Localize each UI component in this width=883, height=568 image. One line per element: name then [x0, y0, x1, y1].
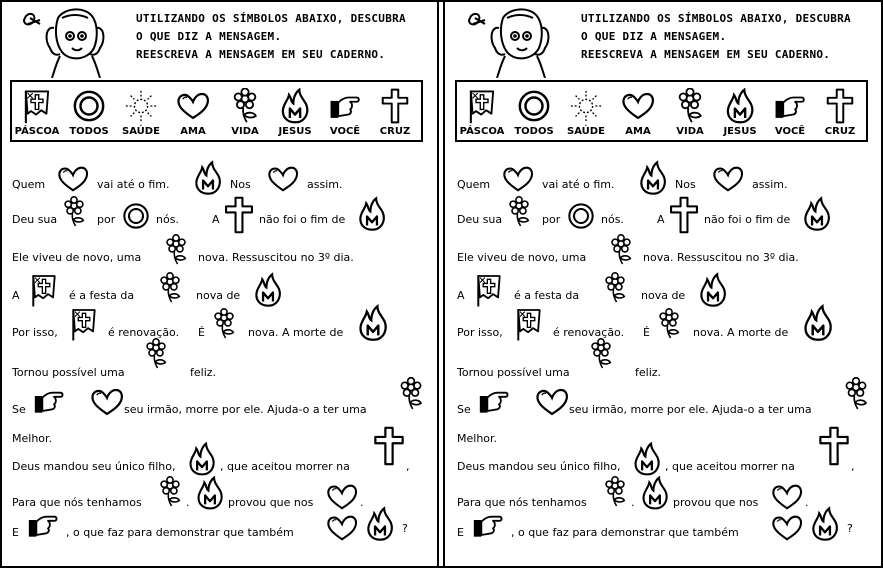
- text-segment: Quem: [457, 178, 491, 191]
- cross-icon: [372, 426, 406, 466]
- hand-icon: [32, 386, 66, 416]
- legend-label: VOCÊ: [329, 126, 361, 137]
- flower-icon: [607, 234, 635, 266]
- heart-icon: [502, 166, 534, 192]
- flower-icon: [228, 88, 262, 124]
- heart-icon: [176, 88, 210, 124]
- text-segment: E: [457, 526, 464, 539]
- flame-m-icon: [641, 476, 669, 510]
- text-segment: Por isso,: [457, 326, 503, 339]
- cross-icon: [378, 88, 412, 124]
- legend-ama: [613, 88, 663, 137]
- legend-jesus: [270, 88, 320, 137]
- symbol-legend: [10, 80, 423, 142]
- flower-icon: [156, 476, 184, 508]
- cross-icon: [222, 196, 256, 234]
- legend-vida: [665, 88, 715, 137]
- text-segment: seu irmão, morre por ele. Ajuda-o a ter uma: [124, 403, 367, 416]
- text-segment: nova. Ressuscitou no 3º dia.: [198, 251, 354, 264]
- text-segment: Deus mandou seu único filho,: [457, 460, 621, 473]
- heart-icon: [535, 388, 569, 416]
- sun-icon: [124, 88, 158, 124]
- legend-label: VIDA: [676, 126, 704, 137]
- text-segment: não foi o fim de: [704, 213, 791, 226]
- text-segment: , que aceitou morrer na: [220, 460, 350, 473]
- text-segment: assim.: [752, 178, 788, 191]
- flame-m-icon: [699, 272, 727, 308]
- text-segment: nova. A morte de: [693, 326, 789, 339]
- heart-icon: [712, 166, 744, 192]
- flower-icon: [587, 338, 615, 370]
- banner-icon: [515, 306, 543, 342]
- girl-mascot-illustration: [463, 6, 573, 78]
- heart-icon: [771, 484, 803, 510]
- text-segment: nova de: [196, 289, 241, 302]
- hand-icon: [773, 88, 807, 124]
- text-segment: nós.: [156, 213, 179, 226]
- legend-label: AMA: [625, 126, 651, 137]
- instruction-line-2: O QUE DIZ A MENSAGEM.: [136, 30, 282, 43]
- text-segment: não foi o fim de: [259, 213, 346, 226]
- text-segment: ,: [851, 460, 855, 473]
- text-segment: nova. Ressuscitou no 3º dia.: [643, 251, 799, 264]
- text-segment: Se: [12, 403, 26, 416]
- text-segment: Melhor.: [12, 432, 53, 445]
- legend-label: VOCÊ: [774, 126, 806, 137]
- legend-label: PÁSCOA: [459, 126, 505, 137]
- text-segment: , o que faz para demonstrar que também: [511, 526, 739, 539]
- text-segment: ,: [406, 460, 410, 473]
- text-segment: feliz.: [190, 366, 217, 379]
- heart-icon: [621, 88, 655, 124]
- flower-icon: [396, 376, 426, 412]
- text-segment: nova. A morte de: [248, 326, 344, 339]
- flower-icon: [210, 308, 238, 340]
- banner-icon: [70, 306, 98, 342]
- text-segment: por: [542, 213, 561, 226]
- legend-saude: [561, 88, 611, 137]
- flame-m-icon: [278, 88, 312, 124]
- flower-icon: [841, 376, 871, 412]
- flower-icon: [601, 476, 629, 508]
- text-segment: é a festa da: [69, 289, 135, 302]
- cross-icon: [667, 196, 701, 234]
- banner-icon: [465, 88, 499, 124]
- flame-m-icon: [366, 506, 394, 542]
- text-segment: Tornou possível uma: [12, 366, 125, 379]
- text-segment: vai até o fim.: [542, 178, 615, 191]
- text-segment: Deu sua: [457, 213, 503, 226]
- legend-pascoa: [12, 88, 62, 137]
- text-segment: ?: [847, 522, 853, 535]
- instruction-line-2: O QUE DIZ A MENSAGEM.: [581, 30, 727, 43]
- flame-m-icon: [254, 272, 282, 308]
- text-segment: Nos: [230, 178, 251, 191]
- flower-icon: [60, 196, 88, 228]
- text-segment: .: [631, 496, 635, 509]
- legend-label: SAÚDE: [122, 126, 160, 137]
- text-segment: .: [186, 496, 190, 509]
- flower-icon: [142, 338, 170, 370]
- legend-saude: [116, 88, 166, 137]
- column-divider: [437, 0, 445, 568]
- flower-icon: [162, 234, 190, 266]
- flower-icon: [601, 272, 629, 304]
- instruction-line-1: UTILIZANDO OS SÍMBOLOS ABAIXO, DESCUBRA: [136, 12, 406, 25]
- heart-icon: [90, 388, 124, 416]
- flame-m-icon: [194, 160, 222, 196]
- text-segment: , o que faz para demonstrar que também: [66, 526, 294, 539]
- text-segment: seu irmão, morre por ele. Ajuda-o a ter uma: [569, 403, 812, 416]
- text-segment: Deu sua: [12, 213, 58, 226]
- banner-icon: [20, 88, 54, 124]
- text-segment: Para que nós tenhamos: [12, 496, 142, 509]
- flame-m-icon: [803, 196, 831, 232]
- flame-m-icon: [811, 506, 839, 542]
- legend-jesus: [715, 88, 765, 137]
- legend-label: TODOS: [69, 126, 109, 137]
- flower-icon: [673, 88, 707, 124]
- symbol-legend: [455, 80, 868, 142]
- instruction-text: [136, 10, 406, 64]
- legend-voce: [765, 88, 815, 137]
- legend-label: AMA: [180, 126, 206, 137]
- hand-icon: [471, 510, 505, 540]
- legend-label: JESUS: [723, 126, 757, 137]
- circle-icon: [517, 88, 551, 124]
- cross-icon: [817, 426, 851, 466]
- text-segment: vai até o fim.: [97, 178, 170, 191]
- flame-m-icon: [639, 160, 667, 196]
- heart-icon: [326, 514, 358, 542]
- text-segment: A: [12, 289, 20, 302]
- text-segment: A: [212, 213, 220, 226]
- hand-icon: [477, 386, 511, 416]
- text-segment: Deus mandou seu único filho,: [12, 460, 176, 473]
- legend-pascoa: [457, 88, 507, 137]
- heart-icon: [771, 514, 803, 542]
- text-segment: Ele viveu de novo, uma: [457, 251, 587, 264]
- legend-todos: [509, 88, 559, 137]
- text-segment: nós.: [601, 213, 624, 226]
- circle-icon: [567, 202, 595, 230]
- banner-icon: [475, 272, 503, 308]
- circle-icon: [122, 202, 150, 230]
- text-segment: Se: [457, 403, 471, 416]
- text-segment: Por isso,: [12, 326, 58, 339]
- text-segment: Nos: [675, 178, 696, 191]
- legend-label: VIDA: [231, 126, 259, 137]
- text-segment: Melhor.: [457, 432, 498, 445]
- text-segment: é renovação.: [553, 326, 625, 339]
- legend-cruz: [370, 88, 420, 137]
- circle-icon: [72, 88, 106, 124]
- legend-label: TODOS: [514, 126, 554, 137]
- instruction-line-3: REESCREVA A MENSAGEM EM SEU CADERNO.: [581, 48, 831, 61]
- text-segment: .: [360, 496, 364, 509]
- legend-label: CRUZ: [379, 126, 411, 137]
- text-segment: Quem: [12, 178, 46, 191]
- hand-icon: [26, 510, 60, 540]
- heart-icon: [326, 484, 358, 510]
- flower-icon: [655, 308, 683, 340]
- sun-icon: [569, 88, 603, 124]
- text-segment: feliz.: [635, 366, 662, 379]
- legend-label: JESUS: [278, 126, 312, 137]
- legend-todos: [64, 88, 114, 137]
- flame-m-icon: [803, 304, 833, 342]
- text-segment: é a festa da: [514, 289, 580, 302]
- legend-ama: [168, 88, 218, 137]
- worksheet-right: [447, 0, 883, 568]
- legend-label: SAÚDE: [567, 126, 605, 137]
- text-segment: É: [643, 326, 650, 339]
- text-segment: A: [657, 213, 665, 226]
- text-segment: é renovação.: [108, 326, 180, 339]
- text-segment: provou que nos: [673, 496, 759, 509]
- banner-icon: [30, 272, 58, 308]
- text-segment: Tornou possível uma: [457, 366, 570, 379]
- text-segment: E: [12, 526, 19, 539]
- flame-m-icon: [723, 88, 757, 124]
- text-segment: provou que nos: [228, 496, 314, 509]
- instruction-text: [581, 10, 851, 64]
- text-segment: , que aceitou morrer na: [665, 460, 795, 473]
- text-segment: A: [457, 289, 465, 302]
- flower-icon: [156, 272, 184, 304]
- heart-icon: [267, 166, 299, 192]
- worksheet-left: [2, 0, 438, 568]
- text-segment: assim.: [307, 178, 343, 191]
- heart-icon: [57, 166, 89, 192]
- cross-icon: [823, 88, 857, 124]
- instruction-line-3: REESCREVA A MENSAGEM EM SEU CADERNO.: [136, 48, 386, 61]
- legend-label: CRUZ: [824, 126, 856, 137]
- text-segment: ?: [402, 522, 408, 535]
- text-segment: nova de: [641, 289, 686, 302]
- flame-m-icon: [196, 476, 224, 510]
- legend-label: PÁSCOA: [14, 126, 60, 137]
- hand-icon: [328, 88, 362, 124]
- text-segment: Para que nós tenhamos: [457, 496, 587, 509]
- flame-m-icon: [633, 442, 661, 476]
- flower-icon: [505, 196, 533, 228]
- flame-m-icon: [358, 196, 386, 232]
- text-segment: .: [805, 496, 809, 509]
- instruction-line-1: UTILIZANDO OS SÍMBOLOS ABAIXO, DESCUBRA: [581, 12, 851, 25]
- text-segment: É: [198, 326, 205, 339]
- text-segment: por: [97, 213, 116, 226]
- legend-voce: [320, 88, 370, 137]
- text-segment: Ele viveu de novo, uma: [12, 251, 142, 264]
- flame-m-icon: [188, 442, 216, 476]
- flame-m-icon: [358, 304, 388, 342]
- girl-mascot-illustration: [18, 6, 128, 78]
- legend-vida: [220, 88, 270, 137]
- legend-cruz: [815, 88, 865, 137]
